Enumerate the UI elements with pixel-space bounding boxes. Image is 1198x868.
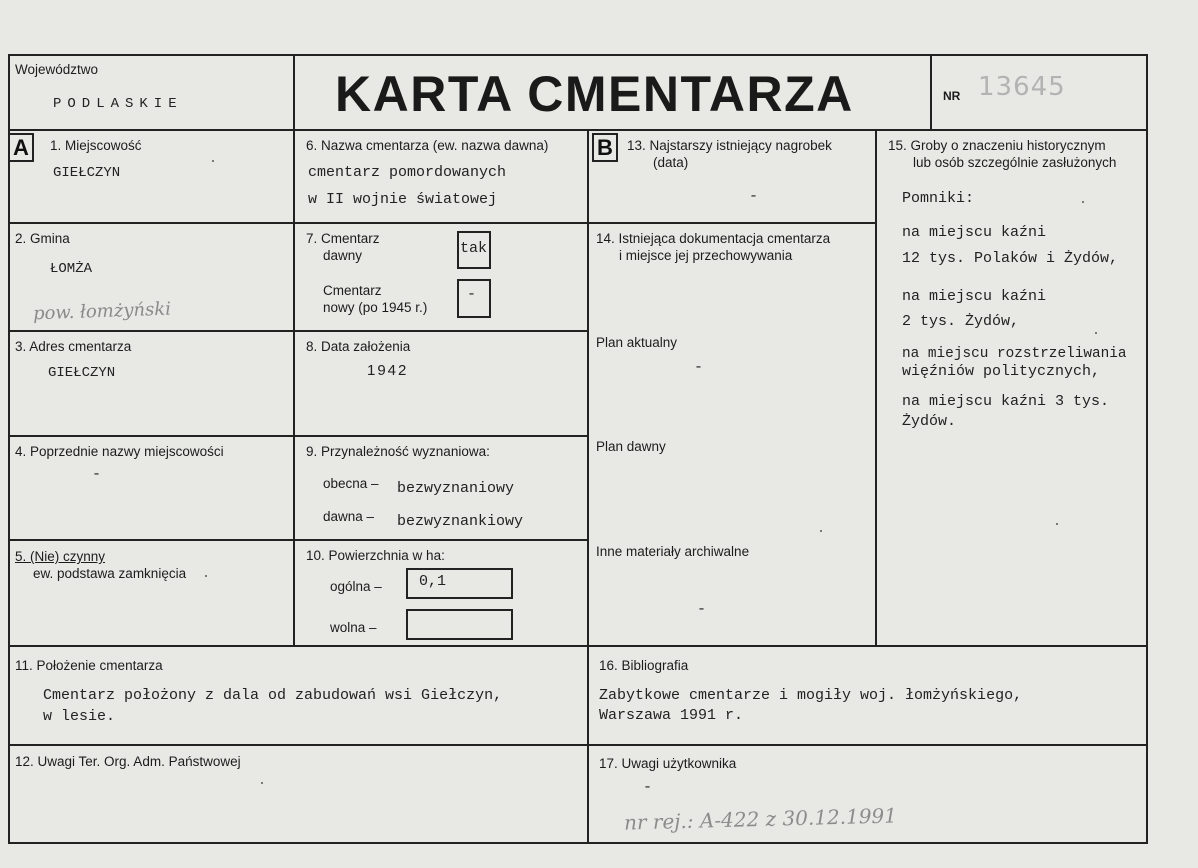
rule-right [1146, 54, 1148, 844]
scan-speck [1056, 523, 1058, 525]
plan-current-value: - [694, 359, 704, 376]
plan-current-label: Plan aktualny [596, 335, 678, 350]
field-15-label1: 15. Groby o znaczeniu historycznym [888, 138, 1106, 153]
field-15-line: Żydów. [902, 413, 957, 430]
field-9-former-value: bezwyznankiowy [397, 513, 524, 530]
field-8-value: 1942 [367, 362, 409, 379]
rule-col2-r2 [293, 330, 589, 332]
rule-left [8, 54, 10, 844]
field-9-current-value: bezwyznaniowy [397, 480, 515, 497]
nr-value: 13645 [978, 72, 1066, 102]
field-7-old-value: tak [460, 240, 488, 257]
rule-col1-r1 [8, 222, 295, 224]
field-11-line2: w lesie. [43, 708, 116, 725]
field-13-label1: 13. Najstarszy istniejący nagrobek [627, 138, 832, 153]
field-15-line: 2 tys. Żydów, [902, 313, 1020, 330]
card-title: KARTA CMENTARZA [335, 66, 854, 122]
field-10-label: 10. Powierzchnia w ha: [306, 548, 445, 563]
rule-lower [8, 744, 1148, 746]
rule-col1-r3 [8, 435, 295, 437]
field-7-label2: dawny [323, 248, 363, 263]
scan-speck [212, 160, 214, 162]
field-10-free-box [406, 609, 513, 640]
field-17-value: - [643, 779, 653, 796]
scan-speck [820, 530, 822, 532]
rule-col3 [875, 129, 877, 647]
field-9-current-label: obecna – [323, 476, 379, 491]
field-11-line1: Cmentarz położony z dala od zabudowań wsi Giełczyn, [43, 687, 503, 704]
rule-col2-r1 [293, 222, 589, 224]
field-15-line: na miejscu kaźni 3 tys. [902, 393, 1110, 410]
rule-col2 [587, 129, 589, 844]
rule-col3-r1 [587, 222, 877, 224]
nr-label: NR [943, 89, 961, 103]
rule-col1 [293, 54, 295, 647]
field-3-value: GIEŁCZYN [48, 365, 116, 381]
rule-mid [8, 645, 1148, 647]
field-1-value: GIEŁCZYN [53, 165, 121, 181]
section-b-letter: B [592, 133, 618, 162]
field-6-label: 6. Nazwa cmentarza (ew. nazwa dawna) [306, 138, 549, 153]
field-1-label: 1. Miejscowość [50, 138, 142, 153]
field-3-label: 3. Adres cmentarza [15, 339, 132, 354]
rule-top [8, 54, 1148, 56]
field-5-sublabel: ew. podstawa zamknięcia [33, 566, 187, 581]
field-15-line: na miejscu kaźni [902, 224, 1047, 241]
field-2-label: 2. Gmina [15, 231, 70, 246]
section-a-letter: A [8, 133, 34, 162]
field-2-value: ŁOMŻA [50, 261, 93, 277]
scan-speck [261, 782, 263, 784]
plan-old-label: Plan dawny [596, 439, 666, 454]
field-15-line: więźniów politycznych, [902, 363, 1101, 380]
field-6-line1: cmentarz pomordowanych [308, 164, 507, 181]
rule-col2-r4 [293, 539, 589, 541]
field-15-label2: lub osób szczególnie zasłużonych [913, 155, 1117, 170]
field-7-label3: Cmentarz [323, 283, 382, 298]
field-17-label: 17. Uwagi użytkownika [599, 756, 737, 771]
field-7-new-value: - [467, 286, 477, 303]
field-10-free-label: wolna – [330, 620, 377, 635]
field-6-line2: w II wojnie światowej [308, 191, 498, 208]
other-materials-value: - [697, 601, 707, 618]
field-17-handwritten: nr rej.: A-422 z 30.12.1991 [623, 803, 898, 835]
field-14-label1: 14. Istniejąca dokumentacja cmentarza [596, 231, 831, 246]
field-2-handwritten: pow. łomżyński [32, 298, 172, 325]
rule-col1-r2 [8, 330, 295, 332]
field-16-line1: Zabytkowe cmentarze i mogiły woj. łomżyńskiego, [599, 687, 1023, 704]
field-8-label: 8. Data założenia [306, 339, 411, 354]
field-10-total-value: 0,1 [419, 573, 447, 590]
field-16-line2: Warszawa 1991 r. [599, 707, 744, 724]
field-7-label1: 7. Cmentarz [306, 231, 380, 246]
rule-nr [930, 54, 932, 131]
field-15-line: 12 tys. Polaków i Żydów, [902, 250, 1119, 267]
field-5-label: 5. (Nie) czynny [15, 549, 106, 564]
field-15-line: Pomniki: [902, 190, 975, 207]
field-16-label: 16. Bibliografia [599, 658, 689, 673]
field-15-line: na miejscu kaźni [902, 288, 1047, 305]
voivodeship-label: Województwo [15, 62, 99, 77]
rule-header-bottom [8, 129, 1148, 131]
scan-speck [1082, 201, 1084, 203]
field-15-line: na miejscu rozstrzeliwania [902, 346, 1127, 362]
scan-speck [205, 575, 207, 577]
rule-bottom [8, 842, 1148, 844]
field-14-label2: i miejsce jej przechowywania [619, 248, 793, 263]
field-4-label: 4. Poprzednie nazwy miejscowości [15, 444, 224, 459]
field-4-value: - [92, 466, 102, 483]
field-12-label: 12. Uwagi Ter. Org. Adm. Państwowej [15, 754, 241, 769]
scan-speck [1095, 332, 1097, 334]
field-9-former-label: dawna – [323, 509, 375, 524]
field-13-label2: (data) [653, 155, 689, 170]
field-11-label: 11. Położenie cmentarza [15, 658, 163, 673]
field-13-value: - [749, 188, 759, 205]
voivodeship-value: PODLASKIE [53, 96, 183, 112]
rule-col1-r4 [8, 539, 295, 541]
field-9-label: 9. Przynależność wyznaniowa: [306, 444, 490, 459]
other-materials-label: Inne materiały archiwalne [596, 544, 750, 559]
rule-col2-r3 [293, 435, 589, 437]
field-7-label4: nowy (po 1945 r.) [323, 300, 428, 315]
field-10-total-label: ogólna – [330, 579, 382, 594]
